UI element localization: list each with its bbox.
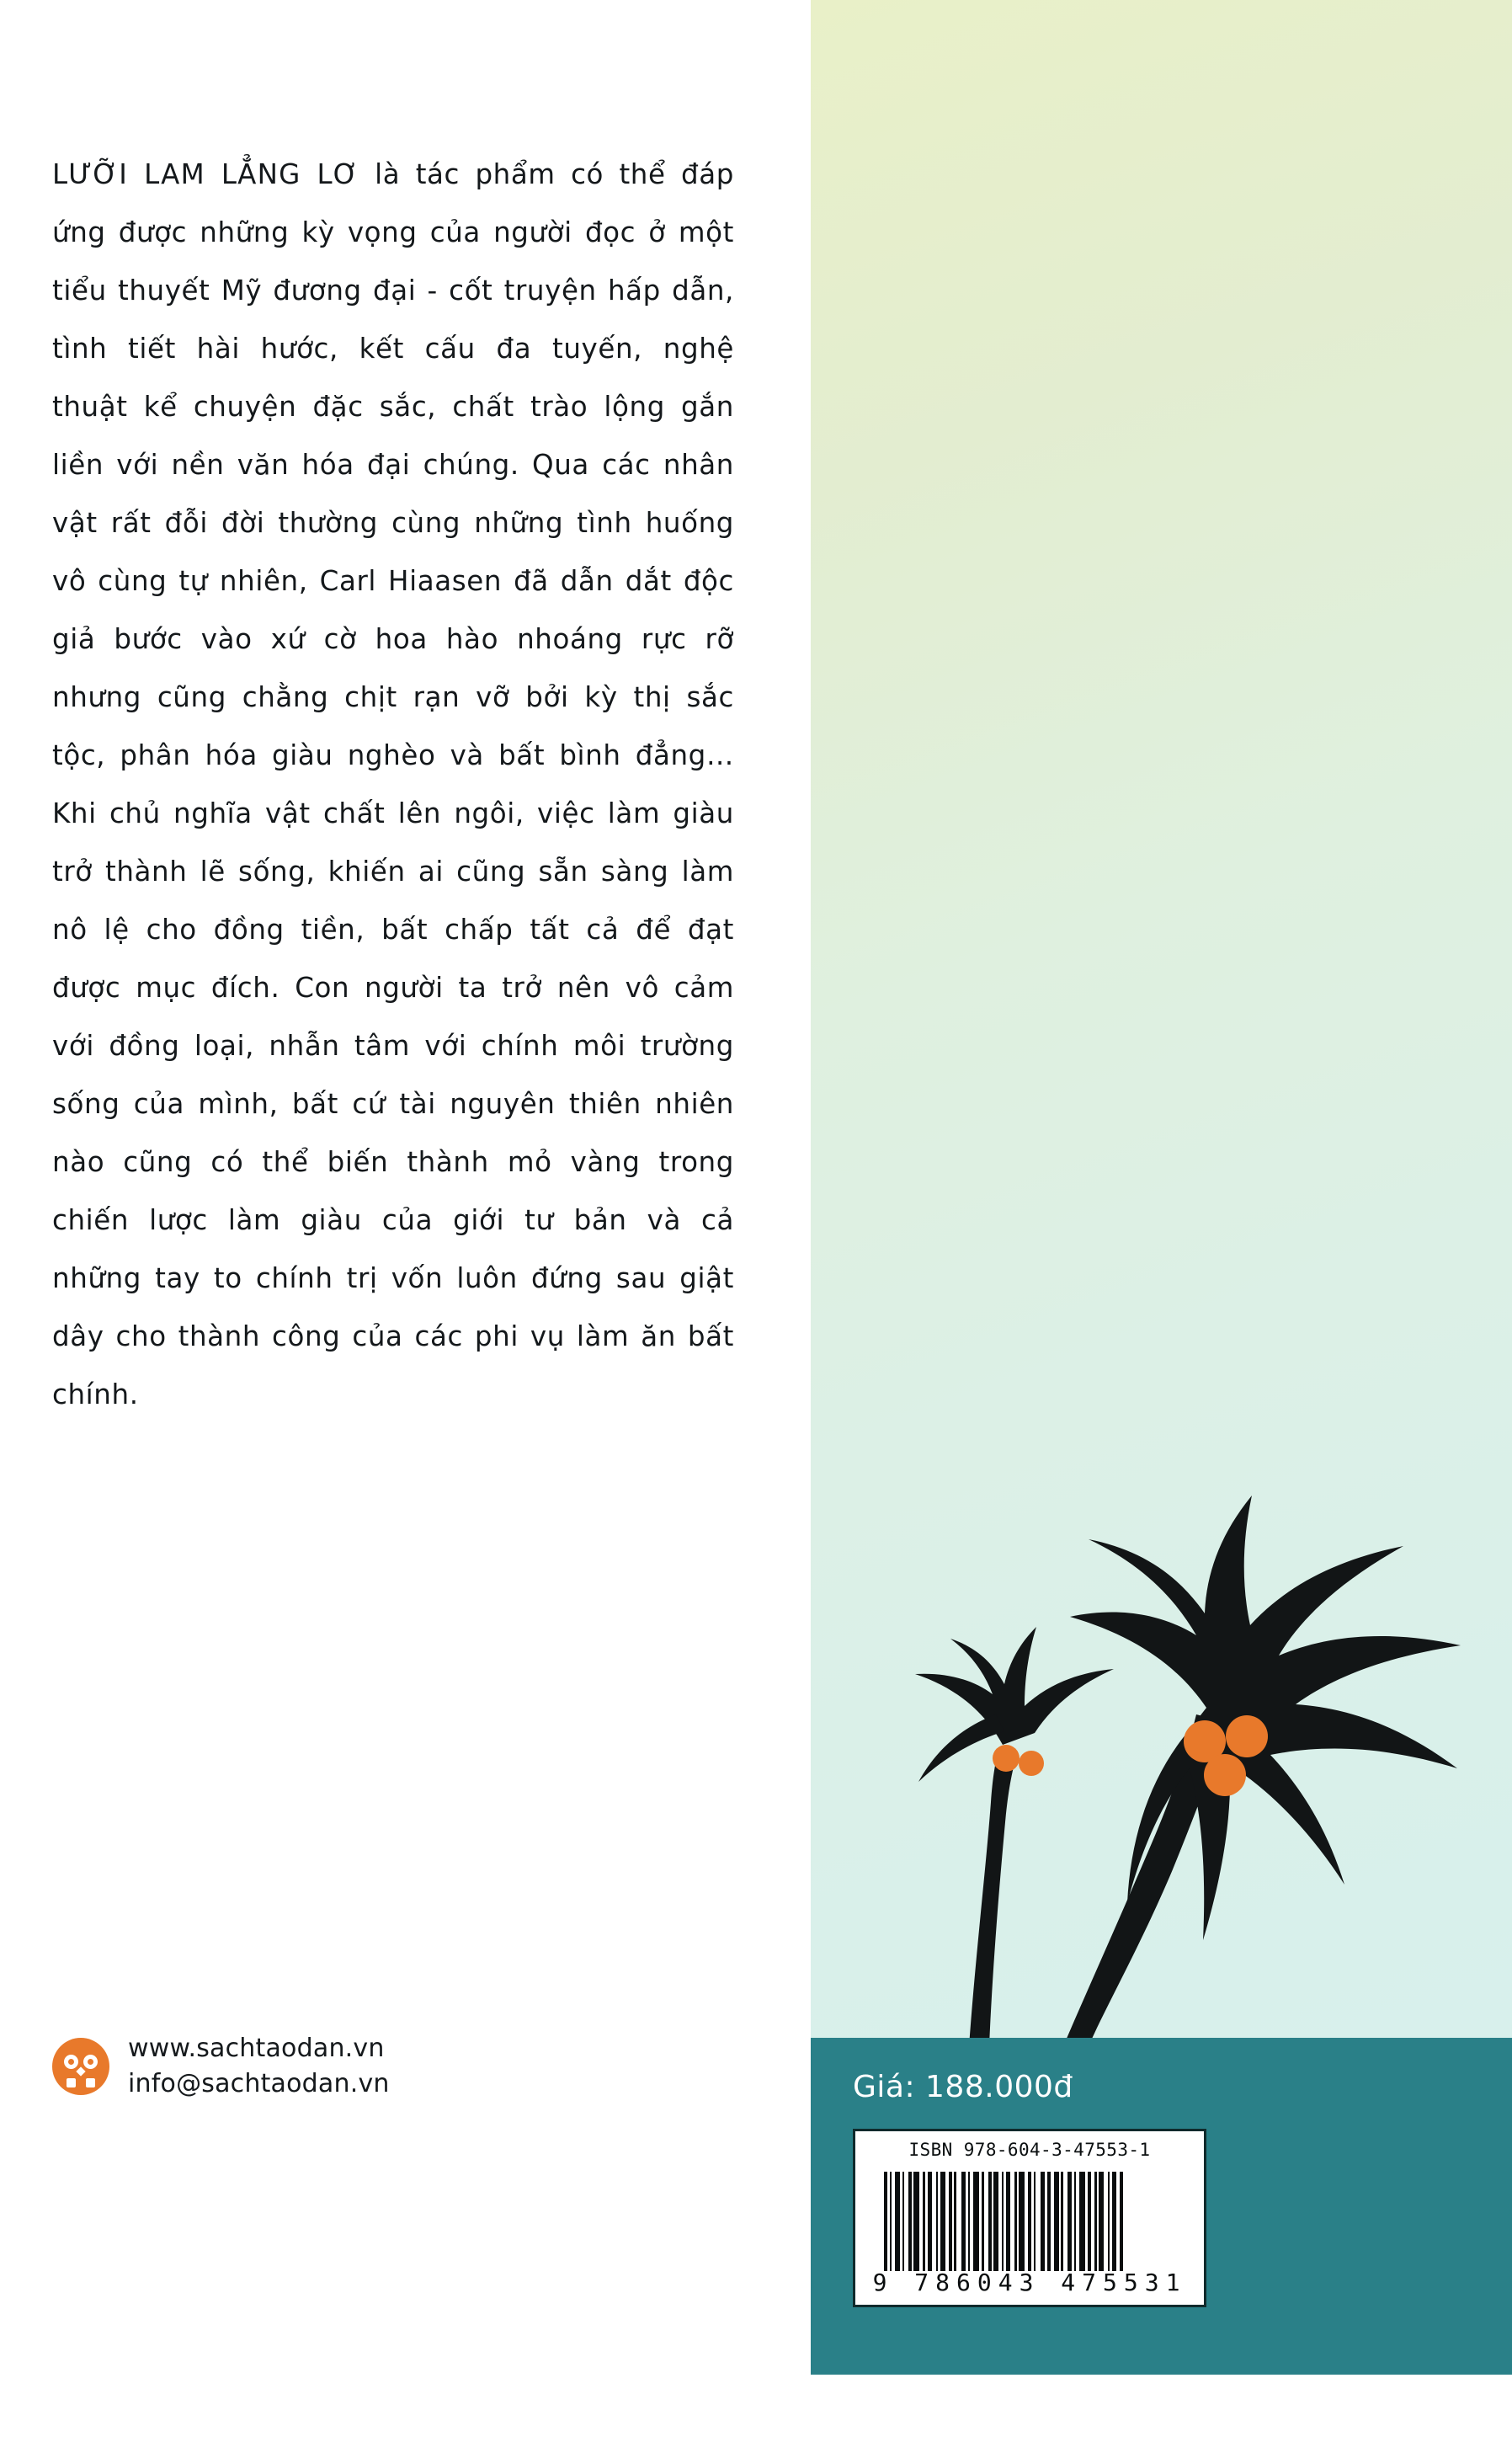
price-label: Giá: 188.000đ bbox=[853, 2070, 1073, 2104]
publisher-email[interactable]: info@sachtaodan.vn bbox=[128, 2069, 390, 2098]
barcode-card bbox=[853, 2129, 1206, 2307]
barcode-digits: 9 786043 475531 bbox=[872, 2269, 1187, 2296]
barcode-bars bbox=[884, 2172, 1180, 2271]
publisher-website[interactable]: www.sachtaodan.vn bbox=[128, 2034, 385, 2063]
price-barcode-block bbox=[811, 2038, 1512, 2375]
book-blurb bbox=[52, 146, 734, 1424]
owl-icon bbox=[52, 2038, 109, 2095]
palm-trees-illustration bbox=[811, 1246, 1512, 2046]
book-title-inline: LƯỠI LAM LẲNG LƠ bbox=[52, 157, 359, 190]
publisher-contact-block bbox=[52, 2034, 390, 2099]
book-blurb-body: là tác phẩm có thể đáp ứng được những kỳ vọng của người đọc ở một tiểu thuyết Mỹ đương đại - cốt truyện hấp dẫn, tình tiết hài hước, kết cấu đa tuyến, nghệ thuật kể chuyện đặc sắc, chất trào lộng gắn liền với nền văn hóa đại chúng. Qua các nhân vật rất đỗi đời thường cùng những tình huống vô cùng tự nhiên, Carl Hiaasen đã dẫn dắt độc giả bước vào xứ cờ hoa hào nhoáng rực rỡ nhưng cũng chằng chịt rạn vỡ bởi kỳ thị sắc tộc, phân hóa giàu nghèo và bất bình đẳng… Khi chủ nghĩa vật chất lên ngôi, việc làm giàu trở thành lẽ sống, khiến ai cũng sẵn sàng làm nô lệ cho đồng tiền, bất chấp tất cả để đạt được mục đích. Con người ta trở nên vô cảm với đồng loại, nhẫn tâm với chính môi trường sống của mình, bất cứ tài nguyên thiên nhiên nào cũng có thể biến thành mỏ vàng trong chiến lược làm giàu của giới tư bản và cả những tay to chính trị vốn luôn đứng sau giật dây cho thành công của các phi vụ làm ăn bất chính. bbox=[52, 157, 735, 1410]
isbn-text: ISBN 978-604-3-47553-1 bbox=[908, 2140, 1151, 2160]
